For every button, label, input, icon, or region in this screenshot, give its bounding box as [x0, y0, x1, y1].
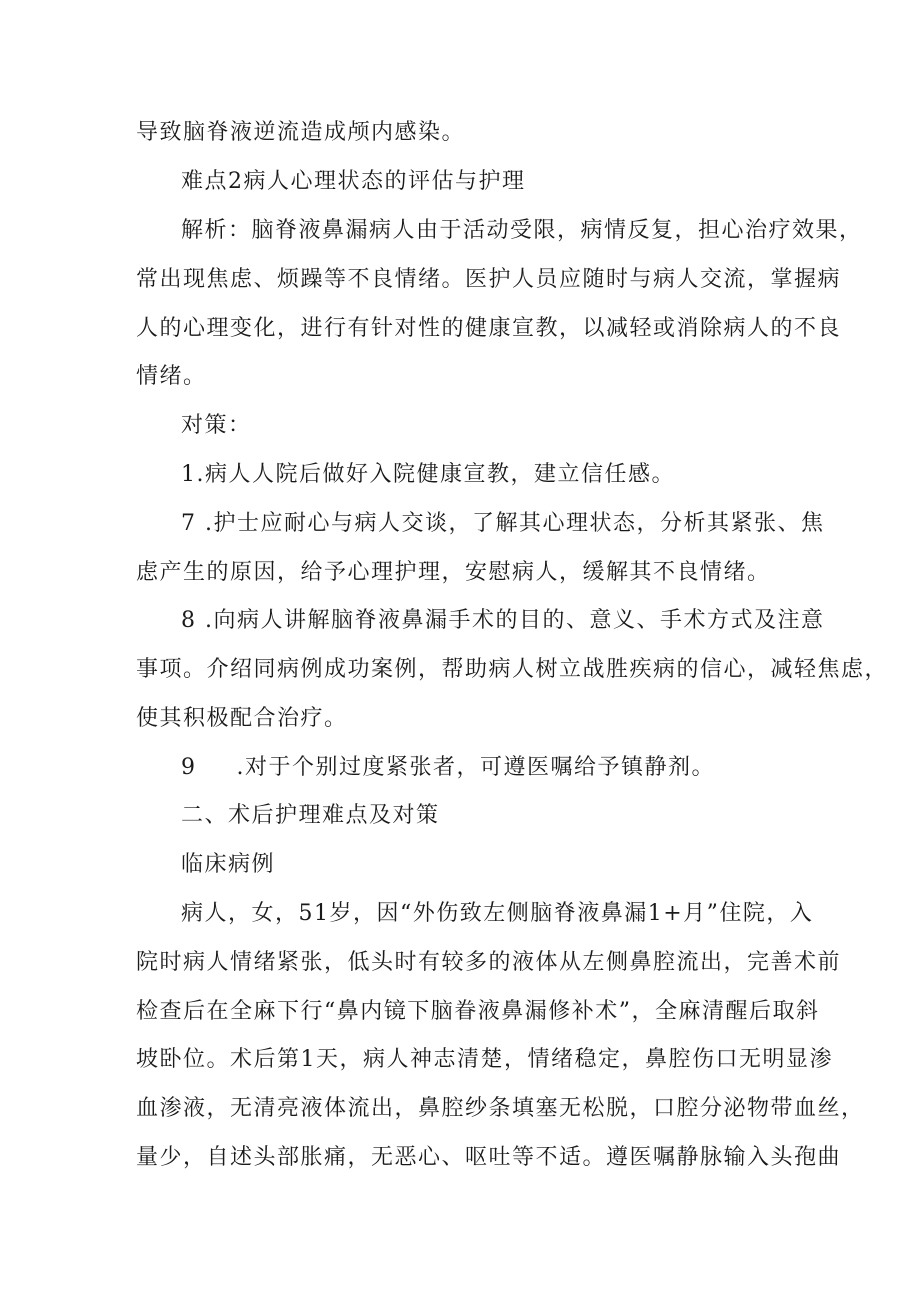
list-item: 7 .护士应耐心与病人交谈，了解其心理状态，分析其紧张、焦: [181, 511, 825, 536]
text-line: 量少，自述头部胀痛，无恶心、呕吐等不适。遵医嘱静脉输入头孢曲: [136, 1145, 842, 1170]
text-line: 使其积极配合治疗。: [136, 706, 348, 731]
section-heading: 对策：: [181, 413, 252, 438]
text-line: 事项。介绍同病例成功案例，帮助病人树立战胜疾病的信心，减轻焦虑，: [136, 657, 889, 682]
text-line: 院时病人情绪紧张，低头时有较多的液体从左侧鼻腔流出，完善术前: [136, 950, 842, 975]
list-item: 8 .向病人讲解脑脊液鼻漏手术的目的、意义、手术方式及注意: [181, 608, 825, 633]
text-line: 虑产生的原因，给予心理护理，安慰病人，缓解其不良情绪。: [136, 560, 771, 585]
text-line: 病人，女，51岁，因“外伤致左侧脑脊液鼻漏1+月”住院，入: [181, 901, 814, 926]
section-heading: 临床病例: [181, 852, 276, 877]
text-line: 检查后在全麻下行“鼻内镜下脑眷液鼻漏修补术”，全麻清醒后取斜: [136, 999, 820, 1024]
list-item: 1.病人人院后做好入院健康宣教，建立信任感。: [181, 462, 675, 487]
section-heading: 难点2病人心理状态的评估与护理: [181, 169, 526, 194]
text-line: 人的心理变化，进行有针对性的健康宣教，以减轻或消除病人的不良: [136, 316, 842, 341]
section-heading: 二、术后护理难点及对策: [181, 803, 440, 828]
list-text: .对于个别过度紧张者，可遵医嘱给予镇静剂。: [236, 755, 715, 780]
text-line: 常出现焦虑、烦躁等不良情绪。医护人员应随时与病人交流，掌握病: [136, 267, 842, 292]
text-line: 情绪。: [136, 364, 207, 389]
text-line: 导致脑脊液逆流造成颅内感染。: [136, 120, 466, 145]
text-line: 血渗液，无清亮液体流出，鼻腔纱条填塞无松脱，口腔分泌物带血丝，: [136, 1096, 865, 1121]
list-item: [181, 753, 796, 783]
text-line: 解析：脑脊液鼻漏病人由于活动受限，病情反复，担心治疗效果，: [181, 218, 863, 243]
text-line: 坡卧位。术后第1天，病人神志清楚，情绪稳定，鼻腔伤口无明显渗: [136, 1047, 833, 1072]
list-number: 9: [181, 755, 197, 780]
